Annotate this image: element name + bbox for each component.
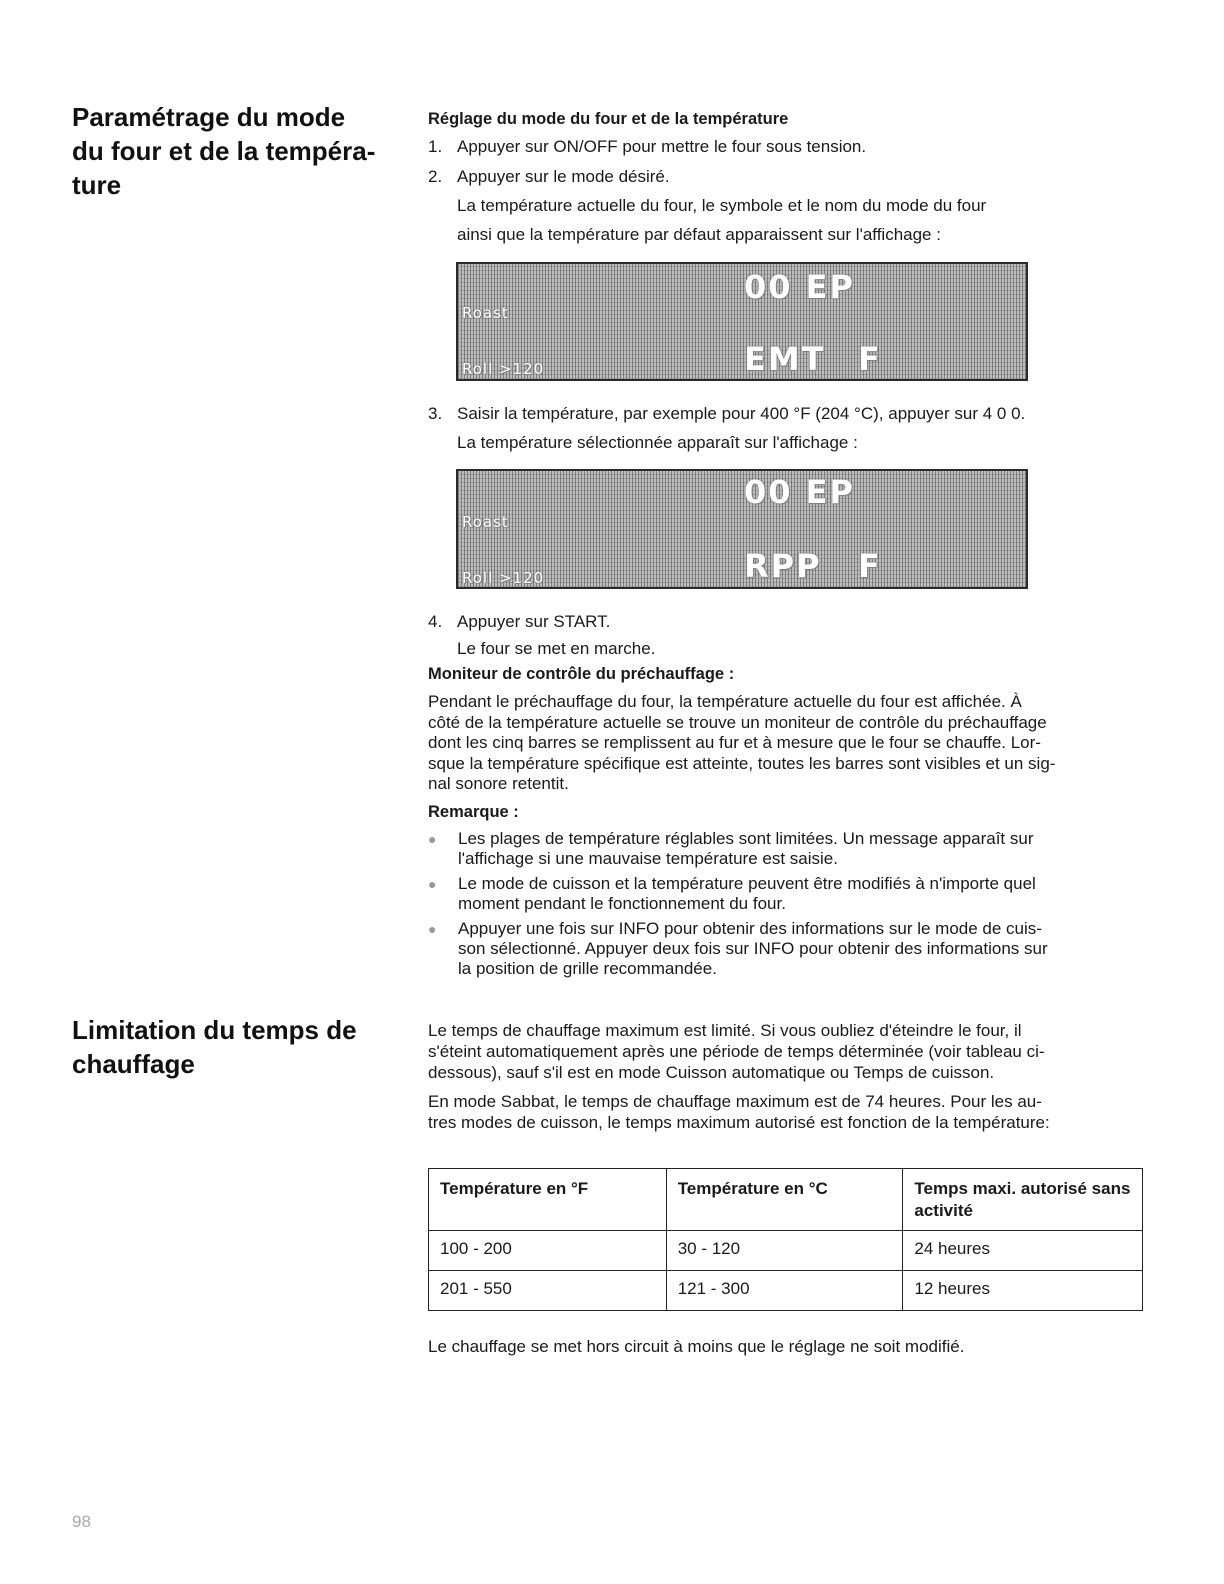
paragraph-1 xyxy=(428,1020,1144,1083)
display-top-text: 00 EP xyxy=(744,268,855,306)
step-3 xyxy=(428,403,1144,453)
section-title-oven-mode xyxy=(72,100,402,202)
paragraph-2 xyxy=(428,1091,1144,1133)
display-bottom-text: RPP xyxy=(744,547,822,585)
display-mode-text: Roast xyxy=(462,304,509,322)
oven-display-default xyxy=(456,262,1028,381)
bullet-icon: ● xyxy=(428,920,437,937)
note-heading: Remarque : xyxy=(428,802,519,821)
table-cell: 201 - 550 xyxy=(429,1271,667,1311)
text-line: Appuyer une fois sur INFO pour obtenir des informations sur le mode de cuis- xyxy=(458,918,1042,938)
text-line: Le temps de chauffage maximum est limité. Si vous oubliez d'éteindre le four, il xyxy=(428,1021,1022,1040)
section1-intro xyxy=(428,108,1144,245)
text-line: son sélectionné. Appuyer deux fois sur INFO pour obtenir des informations sur xyxy=(458,938,1048,958)
monitor-heading: Moniteur de contrôle du préchauffage : xyxy=(428,665,735,683)
text-line: côté de la température actuelle se trouve un moniteur de contrôle du préchauffage xyxy=(428,712,1047,732)
text-line: l'affichage si une mauvaise température est saisie. xyxy=(458,848,838,868)
display-mode-text: Roast xyxy=(462,513,509,531)
step-text: La température actuelle du four, le symbole et le nom du mode du four xyxy=(457,196,987,215)
table-row xyxy=(429,1271,1143,1311)
text-line: Le mode de cuisson et la température peuvent être modifiés à n'importe quel xyxy=(458,873,1036,893)
monitor-text xyxy=(428,692,1144,795)
section-title-heating-limit xyxy=(72,1013,402,1081)
bullet-icon: ● xyxy=(428,830,437,847)
text-line: nal sonore retentit. xyxy=(428,774,569,793)
text-line: sque la température spécifique est atteinte, toutes les barres sont visibles et un sig- xyxy=(428,753,1056,773)
step-text: Le four se met en marche. xyxy=(457,639,656,658)
step-4 xyxy=(428,611,1144,659)
step-text: Appuyer sur START. xyxy=(457,612,611,631)
step-1 xyxy=(428,136,1144,157)
closing-sentence: Le chauffage se met hors circuit à moins que le réglage ne soit modifié. xyxy=(428,1337,965,1356)
text-line: dont les cinq barres se remplissent au fur et à mesure que le four se chauffe. Lor- xyxy=(428,733,1041,752)
text-line: s'éteint automatiquement après une période de temps déterminée (voir tableau ci- xyxy=(428,1042,1045,1061)
closing-text xyxy=(428,1336,1144,1357)
step-text: Appuyer sur le mode désiré. xyxy=(457,167,670,186)
text-line: tres modes de cuisson, le temps maximum autorisé est fonction de la température: xyxy=(428,1113,1050,1132)
section2-text xyxy=(428,1020,1144,1133)
step-2 xyxy=(428,166,1144,245)
column-header: Temps maxi. autorisé sans activité xyxy=(903,1169,1143,1231)
section1-continued xyxy=(428,611,1144,979)
note-item xyxy=(428,874,1144,914)
note-item xyxy=(428,829,1144,869)
title-line: Paramétrage du mode xyxy=(72,102,346,132)
column-header: Température en °F xyxy=(429,1169,667,1231)
step-number: 3. xyxy=(428,404,443,423)
display-unit-text: F xyxy=(858,340,882,378)
subheading: Réglage du mode du four et de la température xyxy=(428,110,789,128)
display-footer-text: Roll >120 xyxy=(462,569,545,587)
text-line: moment pendant le fonctionnement du four. xyxy=(458,893,786,913)
table-cell: 100 - 200 xyxy=(429,1231,667,1271)
text-line: Les plages de température réglables sont limitées. Un message apparaît sur xyxy=(458,828,1034,848)
section1-step3 xyxy=(428,403,1144,453)
text-line: dessous), sauf s'il est en mode Cuisson automatique ou Temps de cuisson. xyxy=(428,1063,995,1082)
page-number: 98 xyxy=(72,1512,91,1531)
display-top-text: 00 EP xyxy=(744,473,855,511)
table-row xyxy=(429,1231,1143,1271)
column-header: Température en °C xyxy=(666,1169,903,1231)
step-text: La température sélectionnée apparaît sur l'affichage : xyxy=(457,433,858,452)
display-unit-text: F xyxy=(858,547,882,585)
table-cell: 24 heures xyxy=(903,1231,1143,1271)
bullet-icon: ● xyxy=(428,875,437,892)
step-text: Appuyer sur ON/OFF pour mettre le four sous tension. xyxy=(457,137,867,156)
oven-display-selected xyxy=(456,469,1028,589)
note-item xyxy=(428,919,1144,979)
title-line: du four et de la tempéra- xyxy=(72,136,376,166)
heating-limit-table xyxy=(428,1168,1143,1311)
display-footer-text: Roll >120 xyxy=(462,360,545,378)
table-header-row xyxy=(429,1169,1143,1231)
notes-list xyxy=(428,829,1144,979)
title-line: Limitation du temps de xyxy=(72,1015,357,1045)
title-line: chauffage xyxy=(72,1049,195,1079)
display-bottom-text: EMT xyxy=(744,340,826,378)
step-number: 4. xyxy=(428,612,443,631)
step-text: ainsi que la température par défaut apparaissent sur l'affichage : xyxy=(457,225,941,244)
text-line: la position de grille recommandée. xyxy=(458,958,717,978)
table-cell: 12 heures xyxy=(903,1271,1143,1311)
step-text: Saisir la température, par exemple pour 400 °F (204 °C), appuyer sur 4 0 0. xyxy=(457,404,1026,423)
table-cell: 30 - 120 xyxy=(666,1231,903,1271)
step-number: 1. xyxy=(428,137,443,156)
text-line: Pendant le préchauffage du four, la température actuelle du four est affichée. À xyxy=(428,692,1022,711)
step-number: 2. xyxy=(428,167,443,186)
title-line: ture xyxy=(72,170,122,200)
table-cell: 121 - 300 xyxy=(666,1271,903,1311)
text-line: En mode Sabbat, le temps de chauffage maximum est de 74 heures. Pour les au- xyxy=(428,1092,1042,1111)
